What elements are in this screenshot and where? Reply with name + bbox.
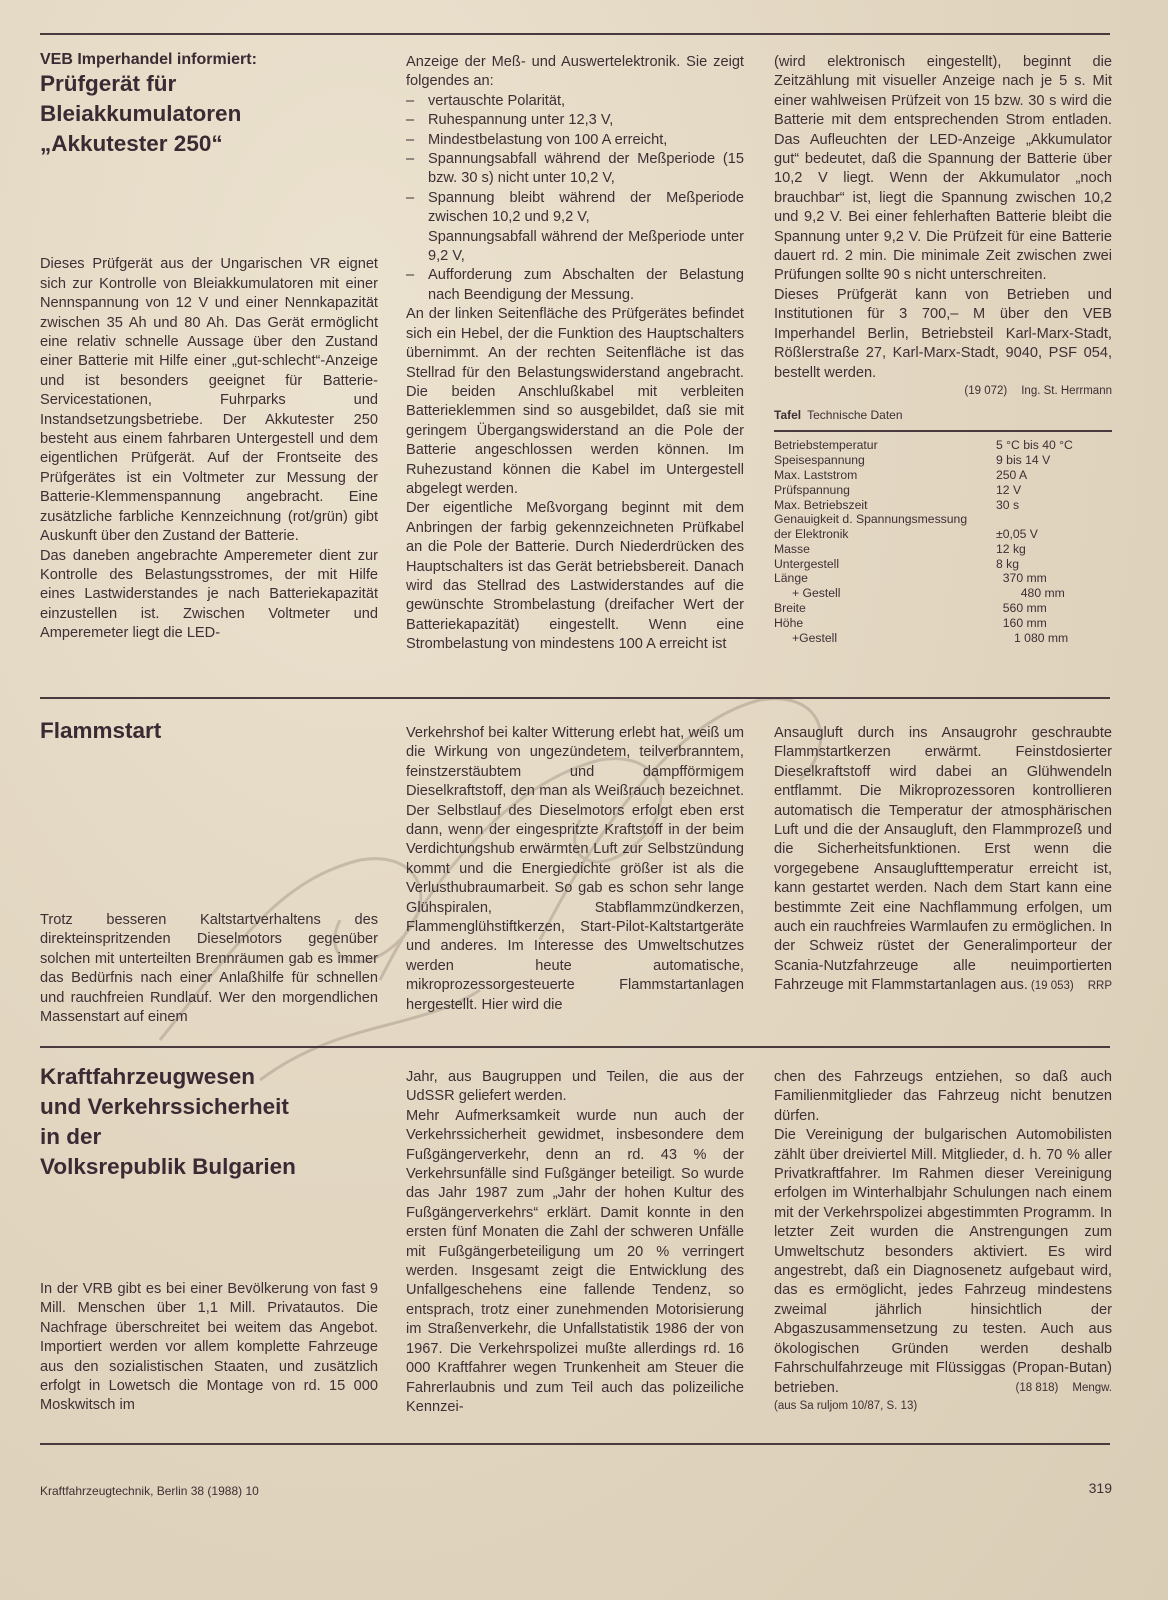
article2-paragraph: Ansaugluft durch ins Ansaugrohr geschraubte Flammstartkerzen erwärmt. Feinstdosierter Dieselkraftstoff wird dabei an Glühwendeln entflammt. Die Mikroprozessoren kontrollieren automatisch die Temperatur der atmosphärischen Luft und die der Ansaugluft, den Flammprozeß und die Sicherheitsfunktionen. Erst wenn die vorgegebene Ansauglufttemperatur erreicht ist, kann gestartet werden. Nach dem Start kann eine bestimmte Zeit eine Nachflammung erfolgen, um auch ein rauchfreies Warmlaufen zu ermöglichen. In der Schweiz rüstet der Generalimporteur der Scania-Nutzfahrzeuge alle neuimportierten Fahrzeuge mit Flammstartanlagen aus. <box>774 725 1112 994</box>
article3-col1 <box>40 1062 378 1416</box>
spec-row <box>774 586 1112 601</box>
spec-key: Masse <box>774 541 810 556</box>
spec-row <box>774 542 1112 557</box>
author: RRP <box>1087 979 1112 992</box>
spec-value: 160 mm <box>996 615 1047 630</box>
article3-title-line: Kraftfahrzeugwesen <box>40 1064 256 1089</box>
top-rule <box>40 33 1110 35</box>
article2-col3 <box>774 724 1112 995</box>
table-rule <box>774 430 1112 432</box>
article3-title-line: Volksrepublik Bulgarien <box>40 1154 296 1179</box>
spec-value: 12 kg <box>996 541 1026 556</box>
article1-paragraph: Der eigentliche Meßvorgang beginnt mit dem Anbringen der farbig gekennzeichneten Prüfkabel an die Pole der Batterie. Durch Niederdrücken des Hauptschalters ist das Gerät betriebsbereit. Danach wird das Stellrad des Lastwiderstandes auf die gewünschte Strombelastung (dreifacher Wert der Batteriekapazität) eingestellt. Wenn eine Strombelastung von mindestens 100 A erreicht ist <box>406 500 744 653</box>
spec-value: 5 °C bis 40 °C <box>996 438 1073 453</box>
section-rule <box>40 1046 1110 1048</box>
spec-key: Untergestell <box>774 556 840 571</box>
article1-list-intro: Anzeige der Meß- und Auswertelektronik. Sie zeigt folgendes an: <box>406 54 744 90</box>
ref-number: (18 818) <box>1015 1381 1059 1394</box>
spec-value: 250 A <box>996 467 1028 482</box>
spec-key: Länge <box>774 571 808 586</box>
spec-row <box>774 512 1112 527</box>
spec-row <box>774 601 1112 616</box>
list-item: – Spannungsabfall während der Meßperiode (15 bzw. 30 s) nicht unter 10,2 V, <box>406 151 744 187</box>
article1-title-line: Bleiakkumulatoren <box>40 101 242 127</box>
spec-key: Betriebstemperatur <box>774 438 878 453</box>
spec-row <box>774 557 1112 572</box>
spec-value: 9 bis 14 V <box>996 453 1051 468</box>
page-number: 319 <box>1088 1480 1112 1496</box>
spec-value: 8 kg <box>996 556 1020 571</box>
spec-row <box>774 631 1112 646</box>
spec-row <box>774 571 1112 586</box>
article1-kicker: VEB Imperhandel informiert: <box>40 51 257 68</box>
article3-paragraph: In der VRB gibt es bei einer Bevölkerung von fast 9 Mill. Menschen über 1,1 Mill. Privatautos. Die Nachfrage überschreitet bei weitem das Angebot. Importiert werden vor allem komplette Fahrzeuge aus den sozialistischen Staaten, und zusätzlich erfolgt in Lowetsch die Montage von rd. 15 000 Moskwitsch im <box>40 1281 378 1414</box>
spec-value: 560 mm <box>996 601 1047 616</box>
author: Ing. St. Herrmann <box>1021 384 1112 397</box>
list-item: – Mindestbelastung von 100 A erreicht, <box>406 131 668 148</box>
spec-row <box>774 498 1112 513</box>
article3-paragraph: Jahr, aus Baugruppen und Teilen, die aus der UdSSR geliefert werden. <box>406 1069 744 1105</box>
ref-number: (19 072) <box>964 384 1008 397</box>
spec-key: Höhe <box>774 615 804 630</box>
author: Mengw. <box>1072 1381 1112 1394</box>
spec-row <box>774 438 1112 453</box>
spec-value: 12 V <box>996 482 1022 497</box>
article3-title-line: und Verkehrssicherheit <box>40 1094 289 1119</box>
list-item: – Aufforderung zum Abschalten der Belastung nach Beendigung der Messung. <box>406 267 744 303</box>
article1-paragraph: Das daneben angebrachte Amperemeter dient zur Kontrolle des Belastungsstromes, der mit Hilfe eines Lastwiderstandes je nach Batteriekapazität einzustellen ist. Zwischen Voltmeter und Amperemeter liegt die LED- <box>40 547 378 642</box>
spec-row <box>774 453 1112 468</box>
footer-journal: Kraftfahrzeugtechnik, Berlin 38 (1988) 10 <box>40 1484 259 1498</box>
spec-row <box>774 616 1112 631</box>
spec-key: der Elektronik <box>774 527 849 542</box>
article3-col3 <box>774 1068 1112 1416</box>
article1-paragraph: An der linken Seitenfläche des Prüfgerätes befindet sich ein Hebel, der die Funktion des Hauptschalters übernimmt. An der rechten Seitenfläche ist das Stellrad für den Belastungswiderstand angebracht. Die beiden Anschlußkabel mit verbleiten Batterieklemmen sind so ausgebildet, daß sie mit geringem Übergangswiderstand an die Pole der Batterie angeschlossen werden können. Im Ruhezustand können die Kabel im Untergestell abgelegt werden. <box>406 306 744 497</box>
list-item-continuation: Spannungsabfall während der Meßperiode unter 9,2 V, <box>428 228 744 265</box>
spec-key: Breite <box>774 601 806 616</box>
table-title: Technische Daten <box>807 407 903 422</box>
spec-key: +Gestell <box>792 630 838 645</box>
article1-col3 <box>774 53 1112 645</box>
bottom-rule <box>40 1443 1110 1445</box>
article1-title-line: „Akkutester 250“ <box>40 131 223 157</box>
ref-number: (19 053) <box>1030 979 1074 992</box>
spec-key: Speisespannung <box>774 453 865 468</box>
article1-paragraph: (wird elektronisch eingestellt), beginnt die Zeitzählung mit visueller Anzeige nach je 5 s. Mit einer wahlweisen Prüfzeit von 15 bzw. 30 s wird die Batterie mit dem entsprechenden Strom entladen. Das Aufleuchten der LED-Anzeige „Akkumulator gut“ bedeutet, daß die Spannung der Batterie über 10,2 V liegt. Wenn der Akkumulator „noch brauchbar“ ist, liegt die Spannung zwischen 10,2 und 9,2 V. Bei einer fehlerhaften Batterie bleibt die Spannung unter 9,2 V. Die Prüfzeit für eine Batterie dauert rd. 2 min. Die minimale Zeit zwischen zwei Prüfungen sollte 90 s nicht unterschreiten. <box>774 54 1112 284</box>
article2-paragraph: Trotz besseren Kaltstartverhaltens des direkteinspritzenden Dieselmotors gegenüber solchen mit unterteilten Brennräumen gab es immer das Bedürfnis nach einer Anlaßhilfe für schnellen und rauchfreien Rundlauf. Wer den morgendlichen Massenstart auf einem <box>40 912 378 1026</box>
spec-key: Max. Betriebszeit <box>774 497 868 512</box>
spec-row <box>774 468 1112 483</box>
spec-key: Genauigkeit d. Spannungsmessung <box>774 512 968 527</box>
spec-value: ±0,05 V <box>996 527 1038 542</box>
spec-table <box>774 438 1112 645</box>
article1-signature <box>774 383 1112 400</box>
spec-value: 480 mm <box>1014 586 1065 601</box>
spec-value <box>996 512 1112 527</box>
article3-paragraph: chen des Fahrzeugs entziehen, so daß auch Familienmitglieder das Fahrzeug nicht benutzen dürfen. <box>774 1069 1112 1124</box>
article2-col1 <box>40 716 378 1027</box>
article3-col2 <box>406 1068 744 1417</box>
article1-col1 <box>40 50 378 644</box>
article2-paragraph: Verkehrshof bei kalter Witterung erlebt hat, weiß um die Wirkung von ungezündetem, teilverbranntem, feinstzerstäubtem und dampfförmigem Dieselkraftstoff, den man als Weißrauch bezeichnet. Der Selbstlauf des Dieselmotors erfolgt eben erst dann, wenn der eingespritzte Kraftstoff in der beim Verdichtungshub erwärmten Luft zur Selbstzündung kommt und die Energiedichte größer ist als die Verlusthubraumarbeit. So gab es schon sehr lange Glühspiralen, Stabflammzündkerzen, Flammenglühstiftkerzen, Start-Pilot-Kaltstartgeräte und anderes. Im Interesse des Umweltschutzes werden heute automatische, mikroprozessorgesteuerte Flammstartanlagen hergestellt. Hier wird die <box>406 725 744 1013</box>
article1-title-line: Prüfgerät für <box>40 71 177 97</box>
list-item: – Ruhespannung unter 12,3 V, <box>406 112 614 129</box>
section-rule <box>40 697 1110 699</box>
spec-row <box>774 483 1112 498</box>
article3-source: (aus Sa ruljom 10/87, S. 13) <box>774 1399 918 1412</box>
spec-value: 1 080 mm <box>1014 630 1069 645</box>
article1-paragraph: Dieses Prüfgerät kann von Betrieben und Institutionen für 3 700,– M über den VEB Imperhandel Berlin, Betriebsteil Karl-Marx-Stadt, Rößlerstraße 27, Karl-Marx-Stadt, 9040, PSF 054, bestellt werden. <box>774 286 1112 381</box>
article3-title-line: in der <box>40 1124 102 1149</box>
spec-key: Prüfspannung <box>774 482 850 497</box>
spec-value: 30 s <box>996 497 1020 512</box>
list-item: – Spannung bleibt während der Meßperiode zwischen 10,2 und 9,2 V, <box>406 189 744 226</box>
spec-key: Max. Laststrom <box>774 467 858 482</box>
article3-paragraph: Die Vereinigung der bulgarischen Automobilisten zählt über dreiviertel Mill. Mitglieder, d. h. 70 % aller Privatkraftfahrer. Im Rahmen dieser Vereinigung erfolgen im Winterhalbjahr Schulungen nach einem mit der Verkehrspolizei abgestimmten Programm. In letzter Zeit wurden die Anstrengungen zum Umweltschutz besonders aktiviert. Es wird angestrebt, daß ein Diagnosenetz aufgebaut wird, das es ermöglicht, jedes Fahrzeug mindestens zweimal jährlich hinsichtlich der Abgaszusammensetzung zu testen. Auch aus ökologischen Gründen werden deshalb Fahrschulfahrzeuge mit Flüssiggas (Propan-Butan) betrieben. <box>774 1127 1112 1396</box>
article2-title: Flammstart <box>40 718 162 743</box>
article1-paragraph: Dieses Prüfgerät aus der Ungarischen VR eignet sich zur Kontrolle von Bleiakkumulatoren mit einer Nennspannung von 12 V und einer Nennkapazität zwischen 35 Ah und 80 Ah. Das Gerät ermöglicht eine relativ schnelle Aussage über den Zustand einer Batterie mit Hilfe einer „gut-schlecht“-Anzeige und ist besonders geeignet für Batterie-Servicestationen, Fuhrparks und Instandsetzungsbetriebe. Der Akkutester 250 besteht aus einem fahrbaren Untergestell und dem eigentlichen Prüfgerät. Auf der Frontseite des Prüfgerätes ist ein Voltmeter zur Messung der Batterie-Klemmenspannung angebracht. Eine zusätzliche farbliche Kennzeichnung (rot/grün) gibt Auskunft über den Zustand der Batterie. <box>40 256 378 545</box>
spec-row <box>774 527 1112 542</box>
table-label: Tafel <box>774 407 802 422</box>
spec-table-caption <box>774 406 1112 425</box>
spec-value: 370 mm <box>996 571 1047 586</box>
list-item: – vertauschte Polarität, <box>406 92 566 109</box>
article2-col2 <box>406 724 744 1015</box>
spec-key: + Gestell <box>792 586 841 601</box>
article1-col2 <box>406 53 744 655</box>
article3-paragraph: Mehr Aufmerksamkeit wurde nun auch der Verkehrssicherheit gewidmet, insbesondere dem Fußgängerverkehr, denn an rd. 43 % der Verkehrsunfälle sind Fußgänger beteiligt. So wurde das Jahr 1987 zum „Jahr der hohen Kultur des Fußgängerverkehrs“ erklärt. Damit konnte in den ersten fünf Monaten die Zahl der schweren Unfälle mit Fußgängerbeteiligung um 20 % verringert werden. Insgesamt zeigt die Entwicklung des Unfallgeschehens eine fallende Tendenz, so entsprach, trotz einer zunehmenden Motorisierung im Straßenverkehr, die Unfallstatistik 1986 der von 1967. Die Verkehrspolizei mußte allerdings rd. 16 000 Kraftfahrer wegen Trunkenheit am Steuer die Fahrerlaubnis und zum Teil auch das polizeiliche Kennzei- <box>406 1107 744 1415</box>
